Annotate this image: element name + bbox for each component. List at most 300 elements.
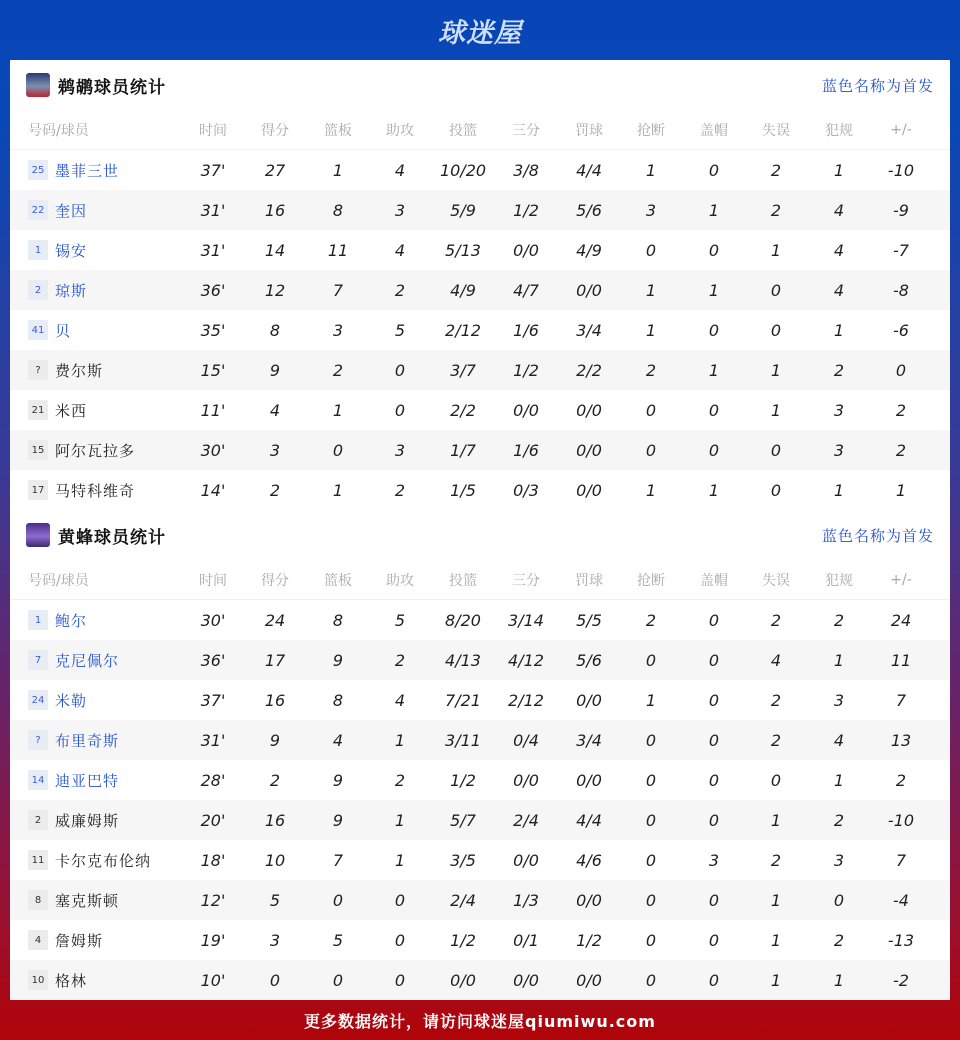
stat-plus-minus: -10 [887,810,915,830]
player-cell [28,730,119,751]
stat-time: 31' [200,200,226,220]
stat-fouls: 3 [833,440,845,460]
stat-steals: 1 [645,320,657,340]
player-row[interactable] [10,720,950,760]
stat-steals: 0 [645,970,657,990]
stat-time: 31' [200,730,226,750]
stat-fouls: 1 [833,320,845,340]
team-title: 鹈鹕球员统计 [58,77,166,98]
column-header-player: 号码/球员 [28,572,89,589]
player-cell [28,160,119,181]
player-row[interactable] [10,880,950,920]
jersey-number-badge: 7 [28,650,48,670]
stat-ft: 2/2 [576,360,602,380]
jersey-number-badge: ? [28,730,48,750]
stat-steals: 0 [645,850,657,870]
stat-rebounds: 7 [332,280,344,300]
stat-plus-minus: -2 [893,970,909,990]
column-header-plus-minus: +/- [890,121,912,138]
stat-blocks: 1 [708,280,720,300]
stat-time: 19' [200,930,226,950]
stat-rebounds: 7 [332,850,344,870]
stat-time: 20' [200,810,226,830]
stat-steals: 1 [645,160,657,180]
stat-steals: 0 [645,770,657,790]
column-header-points: 得分 [261,572,289,589]
stat-fg: 2/12 [445,320,481,340]
stat-blocks: 1 [708,480,720,500]
stat-rebounds: 0 [332,440,344,460]
column-header-blocks: 盖帽 [700,572,728,589]
stat-assists: 2 [394,480,406,500]
player-name-link[interactable]: 迪亚巴特 [55,771,120,790]
player-cell [28,970,87,991]
stat-points: 2 [269,770,281,790]
stat-turnovers: 1 [770,890,782,910]
stat-ft: 0/0 [576,890,602,910]
player-cell [28,440,135,461]
column-header-time: 时间 [199,122,227,139]
stat-fouls: 2 [833,810,845,830]
pelicans-logo-icon [26,73,50,97]
stat-three-pt: 3/8 [513,160,539,180]
stat-steals: 0 [645,730,657,750]
stat-assists: 2 [394,280,406,300]
stat-ft: 0/0 [576,690,602,710]
player-name-link[interactable]: 马特科维奇 [55,481,136,500]
stat-steals: 0 [645,240,657,260]
stat-fg: 3/7 [450,360,476,380]
jersey-number-badge: 1 [28,610,48,630]
stat-time: 28' [200,770,226,790]
team-section-hornets [10,510,950,1000]
stat-assists: 1 [394,810,406,830]
stat-turnovers: 1 [770,930,782,950]
footer-banner [0,1000,960,1040]
stat-time: 35' [200,320,226,340]
jersey-number-badge: 24 [28,690,48,710]
stat-assists: 2 [394,650,406,670]
column-header-three-pt: 三分 [512,572,540,589]
player-cell [28,400,87,421]
player-name-link[interactable]: 塞克斯顿 [55,891,120,910]
column-header-plus-minus: +/- [890,571,912,588]
stat-blocks: 0 [708,160,720,180]
stat-points: 3 [269,440,281,460]
player-row[interactable] [10,760,950,800]
stat-plus-minus: 24 [890,610,912,630]
player-cell [28,200,87,221]
stat-fg: 1/2 [450,770,476,790]
stat-turnovers: 2 [770,610,782,630]
column-header-fg: 投篮 [449,572,477,589]
stat-points: 16 [264,810,286,830]
brand-logo: 球迷屋 [438,17,522,49]
player-cell [28,480,135,501]
stat-assists: 5 [394,610,406,630]
stat-assists: 0 [394,970,406,990]
stat-rebounds: 4 [332,730,344,750]
stat-plus-minus: 2 [895,770,907,790]
stat-blocks: 1 [708,360,720,380]
stat-ft: 5/5 [576,610,602,630]
stat-fg: 3/5 [450,850,476,870]
stat-time: 12' [200,890,226,910]
stat-blocks: 0 [708,690,720,710]
stat-fg: 2/4 [450,890,476,910]
stat-rebounds: 1 [332,480,344,500]
stat-fg: 0/0 [450,970,476,990]
stat-three-pt: 1/2 [513,200,539,220]
stat-rebounds: 8 [332,200,344,220]
stat-ft: 4/9 [576,240,602,260]
stat-assists: 0 [394,360,406,380]
stat-plus-minus: -4 [893,890,909,910]
player-cell [28,850,151,871]
stat-points: 3 [269,930,281,950]
stat-turnovers: 2 [770,850,782,870]
stat-blocks: 0 [708,770,720,790]
stat-plus-minus: 0 [895,360,907,380]
stat-fg: 8/20 [445,610,481,630]
player-name-link[interactable]: 费尔斯 [55,361,104,380]
stat-fg: 2/2 [450,400,476,420]
stat-blocks: 0 [708,400,720,420]
player-row[interactable] [10,680,950,720]
stat-plus-minus: 7 [895,850,907,870]
player-name-link[interactable]: 威廉姆斯 [55,811,120,830]
player-name-link[interactable]: 奎因 [55,201,88,220]
player-row[interactable] [10,350,950,390]
stat-fg: 5/7 [450,810,476,830]
starter-legend: 蓝色名称为首发 [821,526,934,545]
stat-fouls: 2 [833,610,845,630]
column-header-time: 时间 [199,572,227,589]
stat-assists: 1 [394,850,406,870]
team-section-pelicans [10,60,950,510]
player-cell [28,810,119,831]
stat-points: 16 [264,200,286,220]
stat-turnovers: 0 [770,480,782,500]
player-name-link[interactable]: 锡安 [55,241,88,260]
stat-fg: 1/7 [450,440,476,460]
stat-fg: 4/13 [445,650,481,670]
stat-ft: 4/4 [576,810,602,830]
stat-plus-minus: -13 [887,930,915,950]
stat-steals: 0 [645,400,657,420]
stat-fouls: 1 [833,160,845,180]
player-cell [28,280,87,301]
stat-steals: 2 [645,610,657,630]
stat-fg: 1/5 [450,480,476,500]
stat-fouls: 1 [833,970,845,990]
stat-turnovers: 0 [770,320,782,340]
stat-fouls: 1 [833,650,845,670]
stat-assists: 4 [394,160,406,180]
column-header-blocks: 盖帽 [700,122,728,139]
stat-assists: 3 [394,440,406,460]
column-header-fouls: 犯规 [825,122,853,139]
stat-plus-minus: 2 [895,440,907,460]
jersey-number-badge: 10 [28,970,48,990]
player-name-link[interactable]: 布里奇斯 [55,731,120,750]
stat-points: 16 [264,690,286,710]
stat-turnovers: 1 [770,400,782,420]
stat-time: 15' [200,360,226,380]
stat-three-pt: 3/14 [508,610,544,630]
stat-assists: 4 [394,690,406,710]
stat-turnovers: 2 [770,200,782,220]
stat-plus-minus: -6 [893,320,909,340]
stat-plus-minus: 11 [890,650,912,670]
player-row[interactable] [10,840,950,880]
stat-assists: 0 [394,890,406,910]
player-row[interactable] [10,150,950,190]
stat-blocks: 0 [708,930,720,950]
stat-fg: 4/9 [450,280,476,300]
stat-assists: 3 [394,200,406,220]
player-name-link[interactable]: 阿尔瓦拉多 [55,441,136,460]
stat-assists: 0 [394,930,406,950]
stat-ft: 3/4 [576,320,602,340]
stat-three-pt: 0/0 [513,770,539,790]
stat-time: 30' [200,440,226,460]
stat-three-pt: 2/12 [508,690,544,710]
stat-three-pt: 0/4 [513,730,539,750]
stat-time: 30' [200,610,226,630]
stat-three-pt: 0/3 [513,480,539,500]
column-header-player: 号码/球员 [28,122,89,139]
stat-steals: 0 [645,890,657,910]
stat-three-pt: 0/1 [513,930,539,950]
stat-fouls: 0 [833,890,845,910]
stat-blocks: 0 [708,970,720,990]
player-row[interactable] [10,430,950,470]
jersey-number-badge: 22 [28,200,48,220]
stat-rebounds: 9 [332,770,344,790]
column-header-three-pt: 三分 [512,122,540,139]
stat-three-pt: 1/3 [513,890,539,910]
stat-blocks: 3 [708,850,720,870]
player-name-link[interactable]: 米西 [55,401,88,420]
team-title-group [26,523,166,548]
column-header-points: 得分 [261,122,289,139]
stat-points: 12 [264,280,286,300]
brand-header [0,0,960,60]
stat-time: 18' [200,850,226,870]
stat-rebounds: 1 [332,400,344,420]
stat-steals: 1 [645,480,657,500]
player-row[interactable] [10,190,950,230]
player-row[interactable] [10,920,950,960]
stat-steals: 0 [645,810,657,830]
column-header-ft: 罚球 [575,572,603,589]
player-row[interactable] [10,310,950,350]
column-header-steals: 抢断 [637,122,665,139]
hornets-logo-icon [26,523,50,547]
stat-three-pt: 1/6 [513,320,539,340]
player-row[interactable] [10,960,950,1000]
player-name-link[interactable]: 琼斯 [55,281,88,300]
column-header-steals: 抢断 [637,572,665,589]
stat-three-pt: 2/4 [513,810,539,830]
stat-blocks: 0 [708,610,720,630]
stat-blocks: 0 [708,810,720,830]
stat-three-pt: 0/0 [513,850,539,870]
stat-blocks: 0 [708,650,720,670]
stat-fg: 5/9 [450,200,476,220]
stat-time: 37' [200,690,226,710]
player-cell [28,690,87,711]
stat-points: 9 [269,360,281,380]
stat-assists: 2 [394,770,406,790]
stat-assists: 0 [394,400,406,420]
player-cell [28,320,71,341]
stat-points: 4 [269,400,281,420]
jersey-number-badge: 2 [28,810,48,830]
player-row[interactable] [10,800,950,840]
player-cell [28,360,103,381]
stat-steals: 0 [645,650,657,670]
stat-ft: 5/6 [576,200,602,220]
player-name-link[interactable]: 鲍尔 [55,611,88,630]
stat-rebounds: 0 [332,890,344,910]
stat-plus-minus: 7 [895,690,907,710]
stat-blocks: 0 [708,440,720,460]
team-header [10,60,950,110]
table-header-row [10,110,950,150]
stat-blocks: 0 [708,730,720,750]
stat-fouls: 3 [833,400,845,420]
stat-fouls: 1 [833,480,845,500]
stat-ft: 4/4 [576,160,602,180]
stat-three-pt: 4/12 [508,650,544,670]
team-title-group [26,73,166,98]
stat-points: 0 [269,970,281,990]
stat-fouls: 4 [833,730,845,750]
stat-time: 14' [200,480,226,500]
player-row[interactable] [10,600,950,640]
stat-turnovers: 1 [770,970,782,990]
stat-plus-minus: 1 [895,480,907,500]
stat-rebounds: 1 [332,160,344,180]
stat-plus-minus: -9 [893,200,909,220]
stat-steals: 1 [645,280,657,300]
player-row[interactable] [10,470,950,510]
stat-ft: 0/0 [576,970,602,990]
player-name-link[interactable]: 贝 [55,321,72,340]
stat-time: 31' [200,240,226,260]
column-header-rebounds: 篮板 [324,122,352,139]
stat-fouls: 3 [833,850,845,870]
stat-ft: 3/4 [576,730,602,750]
jersey-number-badge: 15 [28,440,48,460]
stat-rebounds: 11 [327,240,349,260]
column-header-fouls: 犯规 [825,572,853,589]
stat-points: 8 [269,320,281,340]
stat-rebounds: 8 [332,610,344,630]
jersey-number-badge: 21 [28,400,48,420]
stat-assists: 1 [394,730,406,750]
stat-three-pt: 0/0 [513,240,539,260]
stat-time: 36' [200,280,226,300]
stat-ft: 5/6 [576,650,602,670]
player-row[interactable] [10,230,950,270]
player-cell [28,770,119,791]
player-name-link[interactable]: 詹姆斯 [55,931,104,950]
stat-assists: 4 [394,240,406,260]
stat-points: 17 [264,650,286,670]
stat-time: 11' [200,400,226,420]
column-header-assists: 助攻 [386,122,414,139]
column-header-rebounds: 篮板 [324,572,352,589]
jersey-number-badge: 14 [28,770,48,790]
stats-card [10,60,950,1000]
table-header-row [10,560,950,600]
stat-rebounds: 8 [332,690,344,710]
stat-time: 10' [200,970,226,990]
stat-three-pt: 1/6 [513,440,539,460]
stat-fg: 7/21 [445,690,481,710]
stat-turnovers: 2 [770,730,782,750]
stat-turnovers: 0 [770,280,782,300]
stat-rebounds: 0 [332,970,344,990]
stat-blocks: 0 [708,320,720,340]
player-cell [28,240,87,261]
stat-ft: 1/2 [576,930,602,950]
stat-ft: 0/0 [576,770,602,790]
player-row[interactable] [10,640,950,680]
column-header-turnovers: 失误 [762,572,790,589]
stat-points: 9 [269,730,281,750]
player-name-link[interactable]: 克尼佩尔 [55,651,120,670]
stat-plus-minus: -7 [893,240,909,260]
stat-rebounds: 9 [332,810,344,830]
stat-fg: 3/11 [445,730,481,750]
stat-ft: 0/0 [576,400,602,420]
jersey-number-badge: 2 [28,280,48,300]
starter-legend: 蓝色名称为首发 [821,76,934,95]
stat-rebounds: 2 [332,360,344,380]
stat-rebounds: 9 [332,650,344,670]
stat-fouls: 3 [833,690,845,710]
stat-fouls: 2 [833,930,845,950]
column-header-assists: 助攻 [386,572,414,589]
stat-turnovers: 4 [770,650,782,670]
player-name-link[interactable]: 米勒 [55,691,88,710]
stat-three-pt: 0/0 [513,400,539,420]
player-cell [28,650,119,671]
stat-ft: 4/6 [576,850,602,870]
player-row[interactable] [10,390,950,430]
jersey-number-badge: 17 [28,480,48,500]
player-name-link[interactable]: 卡尔克布伦纳 [55,851,152,870]
player-row[interactable] [10,270,950,310]
jersey-number-badge: 25 [28,160,48,180]
stat-plus-minus: -8 [893,280,909,300]
stat-time: 37' [200,160,226,180]
stat-turnovers: 1 [770,240,782,260]
stat-ft: 0/0 [576,440,602,460]
stat-plus-minus: 13 [890,730,912,750]
stat-plus-minus: 2 [895,400,907,420]
jersey-number-badge: 11 [28,850,48,870]
stat-fouls: 1 [833,770,845,790]
jersey-number-badge: ? [28,360,48,380]
stat-rebounds: 3 [332,320,344,340]
player-name-link[interactable]: 格林 [55,971,88,990]
player-name-link[interactable]: 墨菲三世 [55,161,120,180]
